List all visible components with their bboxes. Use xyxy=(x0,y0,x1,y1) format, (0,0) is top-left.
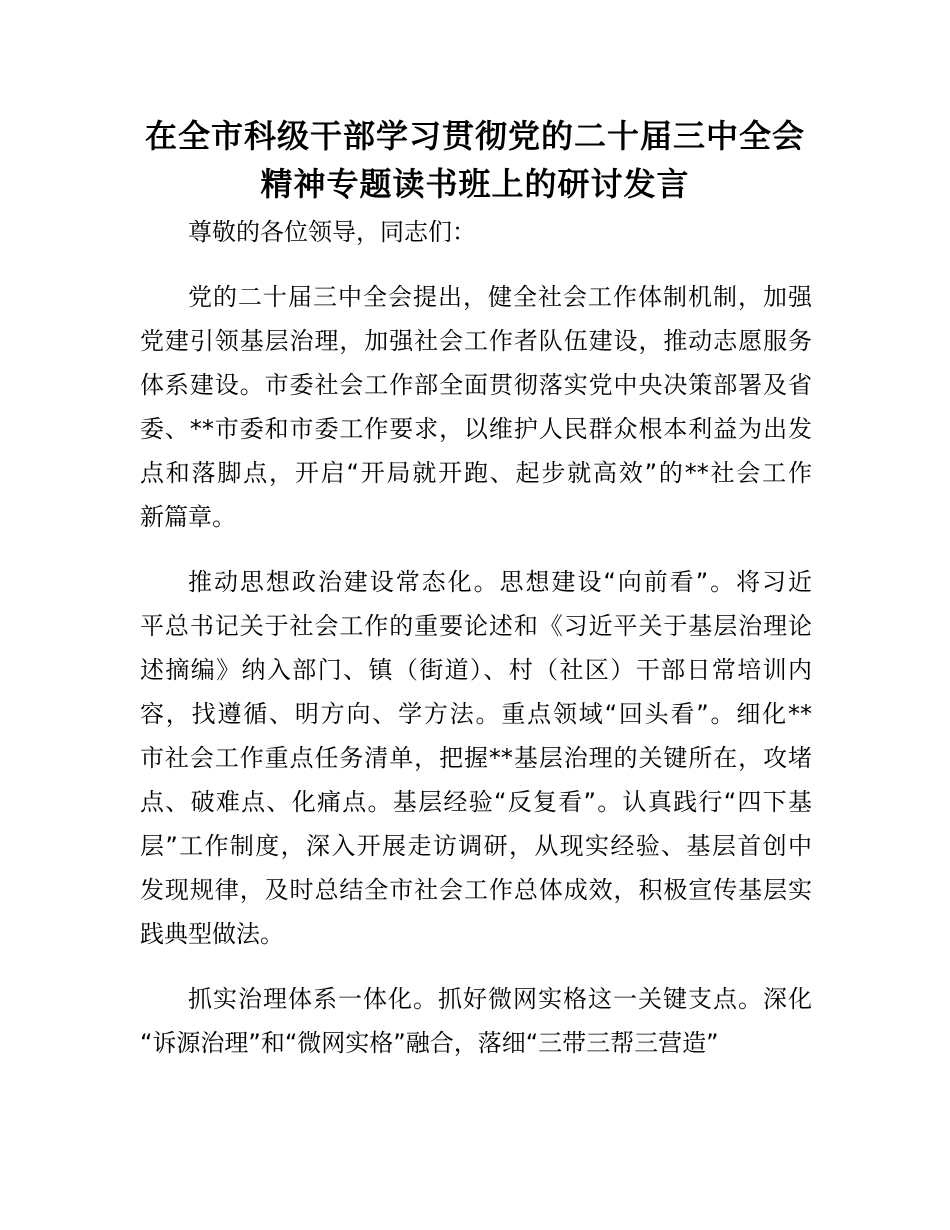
paragraph-line: 新篇章。 xyxy=(140,503,236,531)
paragraph-1 xyxy=(140,275,812,539)
paragraph-line: 抓实治理体系一体化。抓好微网实格这一关键支点。深化 xyxy=(188,985,812,1013)
paragraph-line: 体系建设。市委社会工作部全面贯彻落实党中央决策部署及省 xyxy=(140,371,812,399)
paragraph-line: 容，找遵循、明方向、学方法。重点领域“回头看”。细化** xyxy=(140,700,812,728)
paragraph-line: 市社会工作重点任务清单，把握**基层治理的关键所在，攻堵 xyxy=(140,744,812,772)
document-title xyxy=(100,112,850,208)
document-body xyxy=(140,210,812,1065)
paragraph-line: 推动思想政治建设常态化。思想建设“向前看”。将习近 xyxy=(188,568,812,596)
paragraph-line: 发现规律，及时总结全市社会工作总体成效，积极宣传基层实 xyxy=(140,876,812,904)
greeting: 尊敬的各位领导，同志们： xyxy=(188,218,476,246)
paragraph-line: 层”工作制度，深入开展走访调研，从现实经验、基层首创中 xyxy=(140,832,812,860)
paragraph-line: 述摘编》纳入部门、镇（街道）、村（社区）干部日常培训内 xyxy=(140,656,812,684)
paragraph-line: 党建引领基层治理，加强社会工作者队伍建设，推动志愿服务 xyxy=(140,327,812,355)
paragraph-line: “诉源治理”和“微网实格”融合，落细“三带三帮三营造” xyxy=(140,1029,719,1057)
paragraph-line: 点、破难点、化痛点。基层经验“反复看”。认真践行“四下基 xyxy=(140,788,812,816)
title-line: 在全市科级干部学习贯彻党的二十届三中全会 xyxy=(144,117,805,155)
title-line: 精神专题读书班上的研讨发言 xyxy=(260,165,690,203)
paragraph-line: 践典型做法。 xyxy=(140,920,284,948)
paragraph-line: 平总书记关于社会工作的重要论述和《习近平关于基层治理论 xyxy=(140,612,812,640)
paragraph-3 xyxy=(140,977,812,1065)
paragraph-2 xyxy=(140,560,812,956)
paragraph-line: 委、**市委和市委工作要求，以维护人民群众根本利益为出发 xyxy=(140,415,812,443)
paragraph-line: 党的二十届三中全会提出，健全社会工作体制机制，加强 xyxy=(188,283,812,311)
paragraph-line: 点和落脚点，开启“开局就开跑、起步就高效”的**社会工作 xyxy=(140,459,812,487)
